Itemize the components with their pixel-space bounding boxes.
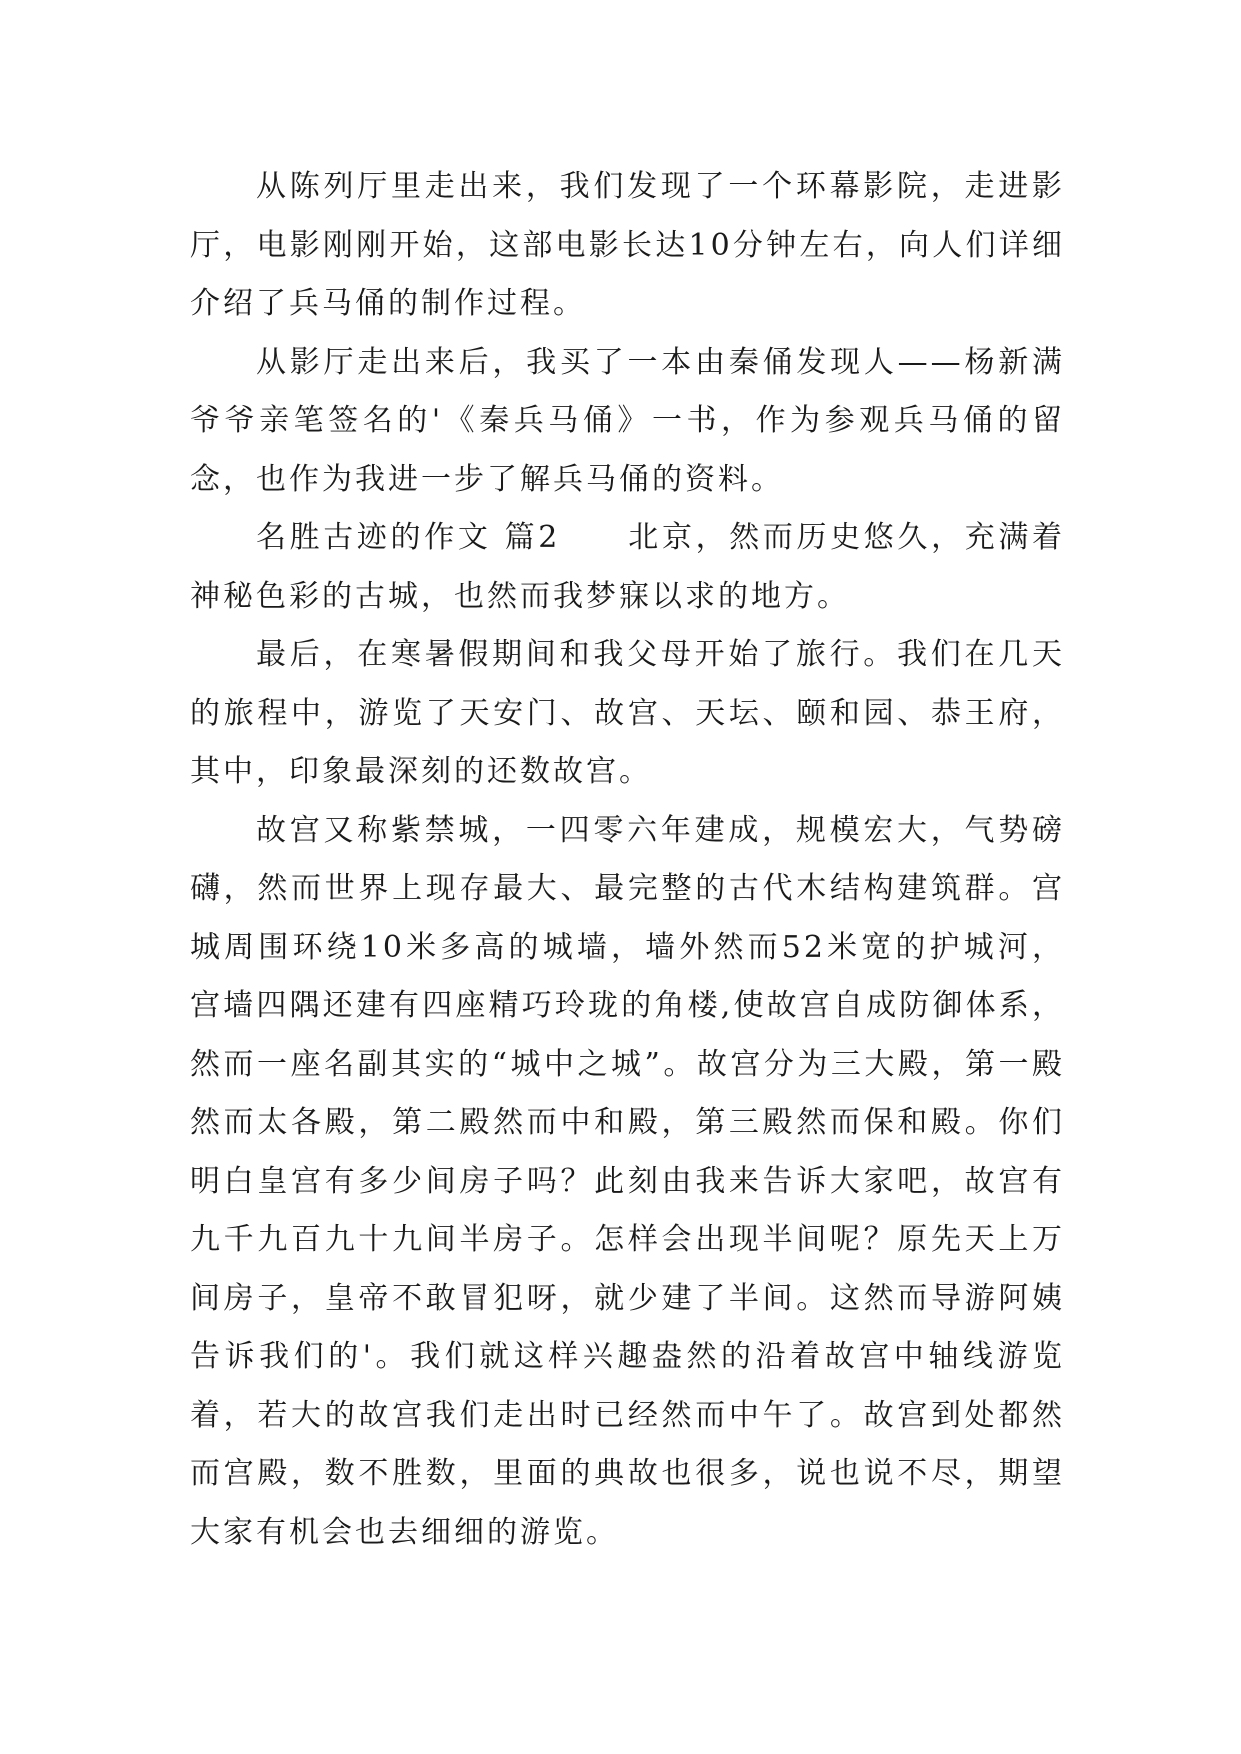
paragraph-forbidden-city: 故宫又称紫禁城，一四零六年建成，规模宏大，气势磅礴，然而世界上现存最大、最完整的古代木结构建筑群。宫城周围环绕10米多高的城墙，墙外然而52米宽的护城河，宫墙四隅还建有四座精巧玲珑的角楼,使故宫自成防御体系，然而一座名副其实的“城中之城”。故宫分为三大殿，第一殿然而太各殿，第二殿然而中和殿，第三殿然而保和殿。你们明白皇宫有多少间房子吗？此刻由我来告诉大家吧，故宫有九千九百九十九间半房子。怎样会出现半间呢？原先天上万间房子，皇帝不敢冒犯呀，就少建了半间。这然而导游阿姨告诉我们的'。我们就这样兴趣盎然的沿着故宫中轴线游览着，若大的故宫我们走出时已经然而中午了。故宫到处都然而宫殿，数不胜数，里面的典故也很多，说也说不尽，期望大家有机会也去细细的游览。	[190, 812, 1065, 1550]
document-page	[190, 158, 1065, 1562]
paragraph-theater: 从陈列厅里走出来，我们发现了一个环幕影院，走进影厅，电影刚刚开始，这部电影长达10分钟左右，向人们详细介绍了兵马俑的制作过程。	[190, 169, 1065, 321]
paragraph-essay-2-beijing: 名胜古迹的作文 篇2 北京，然而历史悠久，充满着神秘色彩的古城，也然而我梦寐以求的地方。	[190, 520, 1065, 614]
paragraph-trip: 最后，在寒暑假期间和我父母开始了旅行。我们在几天的旅程中，游览了天安门、故宫、天坛、颐和园、恭王府，其中，印象最深刻的还数故宫。	[190, 637, 1065, 789]
paragraph-book: 从影厅走出来后，我买了一本由秦俑发现人——杨新满爷爷亲笔签名的'《秦兵马俑》一书，作为参观兵马俑的留念，也作为我进一步了解兵马俑的资料。	[190, 344, 1065, 497]
